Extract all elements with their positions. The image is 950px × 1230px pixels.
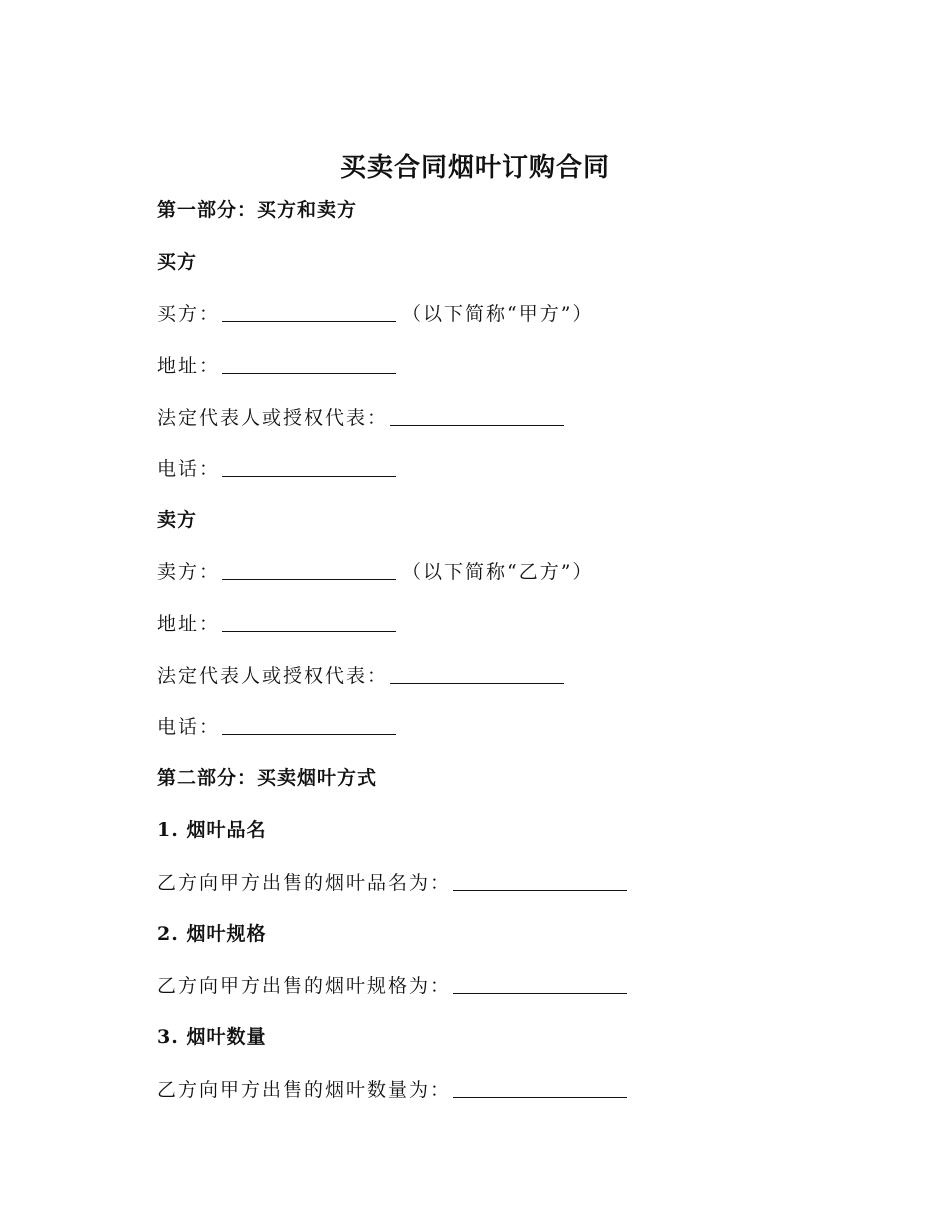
seller-phone-blank[interactable] — [222, 714, 396, 735]
seller-address-blank[interactable] — [222, 611, 396, 632]
buyer-rep-label: 法定代表人或授权代表： — [157, 407, 389, 429]
seller-name-suffix: （以下简称“乙方”） — [402, 561, 594, 583]
seller-rep-row — [157, 661, 564, 690]
buyer-phone-blank[interactable] — [222, 456, 396, 477]
item-1-blank[interactable] — [453, 870, 627, 891]
item-1-text: 乙方向甲方出售的烟叶品名为： — [157, 872, 452, 894]
buyer-rep-row — [157, 403, 564, 432]
buyer-address-row — [157, 351, 396, 380]
item-3-row — [157, 1075, 627, 1104]
seller-rep-label: 法定代表人或授权代表： — [157, 665, 389, 687]
buyer-name-suffix: （以下简称“甲方”） — [402, 303, 594, 325]
seller-address-row — [157, 609, 396, 638]
document-title: 买卖合同烟叶订购合同 — [339, 153, 610, 183]
item-2-text: 乙方向甲方出售的烟叶规格为： — [157, 975, 452, 997]
buyer-heading: 买方 — [157, 251, 198, 273]
buyer-name-label: 买方： — [157, 303, 221, 325]
seller-phone-label: 电话： — [157, 716, 221, 738]
seller-heading: 卖方 — [157, 509, 198, 531]
item-2-heading: 2. 烟叶规格 — [157, 923, 267, 945]
item-3-text: 乙方向甲方出售的烟叶数量为： — [157, 1079, 452, 1101]
item-3-heading: 3. 烟叶数量 — [157, 1026, 267, 1048]
seller-name-label: 卖方： — [157, 561, 221, 583]
seller-rep-blank[interactable] — [390, 663, 564, 684]
buyer-phone-row — [157, 454, 396, 483]
item-2-blank[interactable] — [453, 973, 627, 994]
part1-heading: 第一部分：买方和卖方 — [157, 199, 358, 221]
buyer-phone-label: 电话： — [157, 458, 221, 480]
buyer-rep-blank[interactable] — [390, 405, 564, 426]
seller-name-row — [157, 557, 593, 586]
buyer-name-blank[interactable] — [222, 301, 396, 322]
buyer-address-blank[interactable] — [222, 353, 396, 374]
buyer-address-label: 地址： — [157, 355, 221, 377]
buyer-name-row — [157, 299, 593, 328]
item-2-row — [157, 971, 627, 1000]
seller-phone-row — [157, 712, 396, 741]
item-1-row — [157, 868, 627, 897]
part2-heading: 第二部分：买卖烟叶方式 — [157, 767, 378, 789]
seller-name-blank[interactable] — [222, 559, 396, 580]
item-3-blank[interactable] — [453, 1077, 627, 1098]
item-1-heading: 1. 烟叶品名 — [157, 819, 267, 841]
seller-address-label: 地址： — [157, 613, 221, 635]
